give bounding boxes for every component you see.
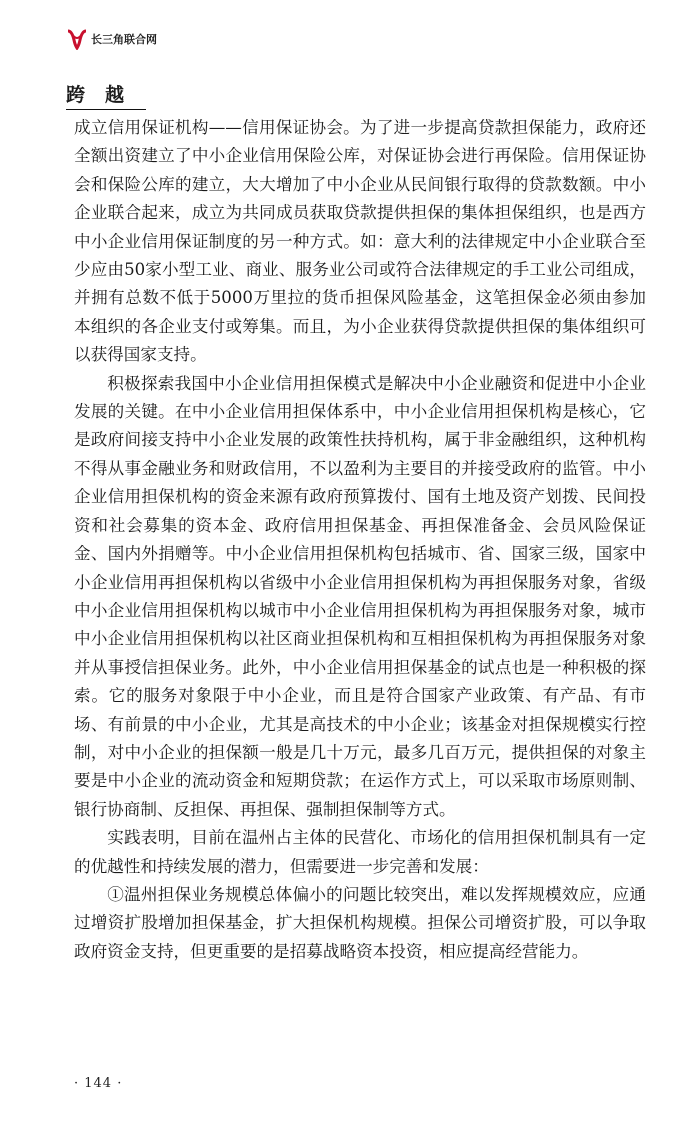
paragraph: ①温州担保业务规模总体偏小的问题比较突出，难以发挥规模效应，应通过增资扩股增加担保基金，扩大担保机构规模。担保公司增资扩股，可以争取政府资金支持，但更重要的是招募战略资本投资，相应提高经营能力。 [74,884,646,961]
paragraph: 积极探索我国中小企业信用担保模式是解决中小企业融资和促进中小企业发展的关键。在中小企业信用担保体系中，中小企业信用担保机构是核心，它是政府间接支持中小企业发展的政策性扶持机构，属于非金融组织，这种机构不得从事金融业务和财政信用，不以盈利为主要目的并接受政府的监管。中小企业信用担保机构的资金来源有政府预算拨付、国有土地及资产划拨、民间投资和社会募集的资本金、政府信用担保基金、再担保准备金、会员风险保证金、国内外捐赠等。中小企业信用担保机构包括城市、省、国家三级，国家中小企业信用再担保机构以省级中小企业信用担保机构为再担保服务对象，省级中小企业信用担保机构以城市中小企业信用担保机构为再担保服务对象，城市中小企业信用担保机构以社区商业担保机构和互相担保机构为再担保服务对象并从事授信担保业务。此外，中小企业信用担保基金的试点也是一种积极的探索。它的服务对象限于中小企业，而且是符合国家产业政策、有产品、有市场、有前景的中小企业，尤其是高技术的中小企业；该基金对担保规模实行控制，对中小企业的担保额一般是几十万元，最多几百万元，提供担保的对象主要是中小企业的流动资金和短期贷款；在运作方式上，可以采取市场原则制、银行协商制、反担保、再担保、强制担保制等方式。 [74,373,646,819]
paragraph: 成立信用保证机构——信用保证协会。为了进一步提高贷款担保能力，政府还全额出资建立了中小企业信用保险公库，对保证协会进行再保险。信用保证协会和保险公库的建立，大大增加了中小企业从民间银行取得的贷款数额。中小企业联合起来，成立为共同成员获取贷款提供担保的集体担保组织，也是西方中小企业信用保证制度的另一种方式。如：意大利的法律规定中小企业联合至少应由50家小型工业、商业、服务业公司或符合法律规定的手工业公司组成，并拥有总数不低于5000万里拉的货币担保风险基金，这笔担保金必须由参加本组织的各企业支付或筹集。而且，为小企业获得贷款提供担保的集体组织可以获得国家支持。 [74,118,646,365]
site-name: 长三角联合网 [91,33,157,46]
page-number: · 144 · [74,1076,123,1091]
site-logo [66,28,157,50]
paragraph: 实践表明，目前在温州占主体的民营化、市场化的信用担保机制具有一定的优越性和持续发展的潜力，但需要进一步完善和发展： [74,828,646,876]
logo-icon [66,28,88,50]
section-title: 跨越 [66,80,146,110]
body-text [74,114,646,966]
